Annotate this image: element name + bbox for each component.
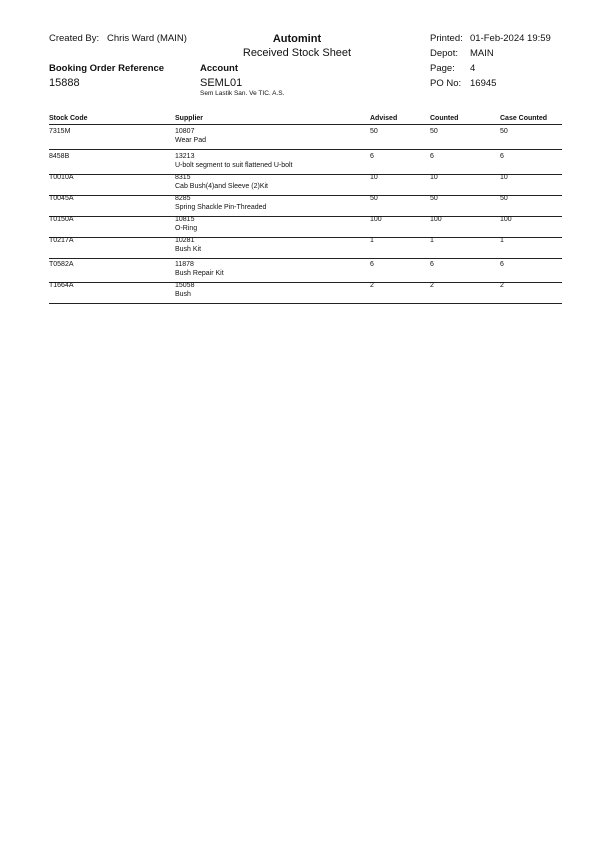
cell-supplier-code: 10281 xyxy=(175,237,195,244)
cell-case-counted: 6 xyxy=(500,153,504,160)
cell-case-counted: 2 xyxy=(500,282,504,289)
cell-advised: 2 xyxy=(370,282,374,289)
table-row xyxy=(49,279,562,304)
page-label: Page: xyxy=(430,63,455,74)
cell-supplier-code: 10807 xyxy=(175,128,195,135)
cell-case-counted: 50 xyxy=(500,195,508,202)
account-name: Sem Lastik San. Ve TIC. A.S. xyxy=(200,90,285,97)
cell-advised: 100 xyxy=(370,216,382,223)
company-name: Automint xyxy=(272,33,322,45)
cell-counted: 100 xyxy=(430,216,442,223)
cell-advised: 10 xyxy=(370,174,378,181)
cell-description: Bush Repair Kit xyxy=(175,269,224,277)
cell-advised: 1 xyxy=(370,237,374,244)
cell-supplier-code: 10815 xyxy=(175,216,195,223)
cell-stock-code: T1664A xyxy=(49,282,74,289)
cell-case-counted: 6 xyxy=(500,261,504,268)
cell-counted: 10 xyxy=(430,174,438,181)
cell-supplier-code: 15058 xyxy=(175,282,195,289)
cell-supplier-code: 8315 xyxy=(175,174,191,181)
account-label: Account xyxy=(200,63,238,74)
booking-reference: 15888 xyxy=(49,77,80,89)
cell-counted: 50 xyxy=(430,128,438,135)
created-by-label: Created By: xyxy=(49,33,100,44)
po-number: 16945 xyxy=(470,78,497,89)
cell-advised: 50 xyxy=(370,195,378,202)
page-number: 4 xyxy=(470,63,476,74)
cell-supplier-code: 8285 xyxy=(175,195,191,202)
cell-description: Cab Bush(4)and Sleeve (2)Kit xyxy=(175,182,268,190)
cell-advised: 6 xyxy=(370,153,374,160)
cell-stock-code: 8458B xyxy=(49,153,70,160)
cell-stock-code: T0582A xyxy=(49,261,74,268)
cell-counted: 1 xyxy=(430,237,434,244)
column-header-stock-code: Stock Code xyxy=(49,115,88,122)
cell-stock-code: T0217A xyxy=(49,237,74,244)
booking-label: Booking Order Reference xyxy=(49,63,165,74)
column-header-counted: Counted xyxy=(430,115,459,122)
document-title: Received Stock Sheet xyxy=(242,47,352,59)
cell-case-counted: 100 xyxy=(500,216,512,223)
cell-stock-code: T0010A xyxy=(49,174,74,181)
cell-description: O-Ring xyxy=(175,224,198,232)
column-header-case-counted: Case Counted xyxy=(500,115,548,122)
column-header-advised: Advised xyxy=(370,115,398,122)
table-row xyxy=(49,234,562,259)
cell-description: Wear Pad xyxy=(175,136,206,144)
column-header-supplier: Supplier xyxy=(175,115,204,122)
cell-stock-code: 7315M xyxy=(49,128,71,135)
cell-description: Spring Shackle Pin-Threaded xyxy=(175,203,267,211)
printed-value: 01-Feb-2024 19:59 xyxy=(470,33,551,44)
cell-counted: 6 xyxy=(430,261,434,268)
cell-description: Bush xyxy=(175,290,191,298)
cell-description: U-bolt segment to suit flattened U-bolt xyxy=(175,161,293,169)
cell-counted: 6 xyxy=(430,153,434,160)
depot-label: Depot: xyxy=(430,48,458,59)
cell-advised: 50 xyxy=(370,128,378,135)
cell-supplier-code: 13213 xyxy=(175,153,195,160)
po-label: PO No: xyxy=(430,78,462,89)
cell-counted: 50 xyxy=(430,195,438,202)
table-row xyxy=(49,125,562,150)
account-code: SEML01 xyxy=(200,77,243,89)
cell-description: Bush Kit xyxy=(175,245,202,253)
cell-supplier-code: 11878 xyxy=(175,261,194,268)
cell-advised: 6 xyxy=(370,261,374,268)
cell-stock-code: T0045A xyxy=(49,195,74,202)
cell-case-counted: 10 xyxy=(500,174,508,181)
printed-label: Printed: xyxy=(430,33,463,44)
cell-case-counted: 1 xyxy=(500,237,504,244)
cell-case-counted: 50 xyxy=(500,128,508,135)
cell-stock-code: T0150A xyxy=(49,216,74,223)
created-by-value: Chris Ward (MAIN) xyxy=(107,33,187,44)
cell-counted: 2 xyxy=(430,282,434,289)
depot-value: MAIN xyxy=(470,48,494,59)
